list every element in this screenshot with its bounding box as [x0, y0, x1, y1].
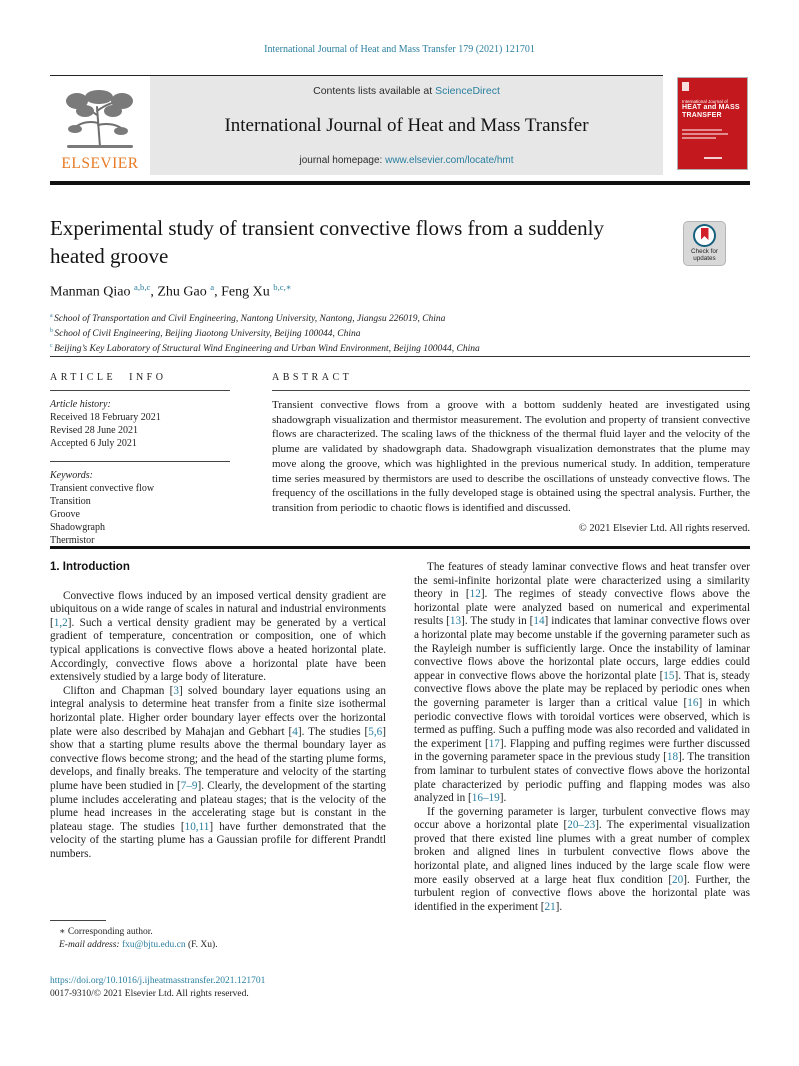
- article-info-rule: [50, 390, 230, 391]
- homepage-link[interactable]: www.elsevier.com/locate/hmt: [385, 155, 514, 166]
- text-run: ] show that a starting plume results above the thermal boundary layer as convective flows become strong; and the head of the starting plume forms, develops, and finally breaks. The temperature and velocity of the starting plume have been studied in [: [50, 725, 386, 792]
- citation[interactable]: 13: [449, 615, 462, 628]
- text-run: ]. Flapping and puffing regimes were further discussed in the governing parameter space in the previous study [: [414, 737, 750, 764]
- left-column-paragraphs: [50, 590, 386, 862]
- paragraph: [414, 806, 750, 915]
- text-run: ] in which periodic convective flows with toroidal vortices were observed, which is termed as puffing. Such a puffing mode was also recorded and validated in the experiment [: [414, 696, 750, 750]
- keywords-label: Keywords:: [50, 470, 93, 481]
- issn-copyright-line: 0017-9310/© 2021 Elsevier Ltd. All rights reserved.: [50, 988, 249, 999]
- abstract-rule: [272, 390, 750, 391]
- text-run: ]. Clearly, the development of the starting plume includes accelerating and plateau stages; that is the velocity of the plume head increases in the accelerating stage but is constant in the plateau stage. The studies [: [50, 779, 386, 833]
- body-columns: [50, 561, 750, 914]
- text-run: Manman Qiao: [50, 284, 134, 300]
- text-run: ]. Further, the turbulent region of convective flows above the horizontal plate was identified in the experiment [: [414, 873, 750, 913]
- list-item: Revised 28 June 2021: [50, 425, 139, 436]
- elsevier-logo: [50, 76, 150, 175]
- article-history: [50, 398, 161, 450]
- footnote-rule: [50, 920, 106, 921]
- author-affiliation-sup: a: [210, 282, 215, 292]
- text-run: E-mail address:: [59, 939, 122, 950]
- footnote-block: [50, 920, 386, 951]
- right-column: [414, 561, 750, 914]
- text-run: ].: [499, 792, 507, 805]
- article-info-mid-rule: [50, 461, 230, 462]
- citation[interactable]: 4: [292, 725, 298, 738]
- list-item: Received 18 February 2021: [50, 412, 161, 423]
- citation[interactable]: 16: [687, 696, 699, 709]
- article-info-heading: ARTICLE INFO: [50, 372, 167, 383]
- section-divider-bar: [50, 546, 750, 549]
- abstract-text: Transient convective flows from a groove with a bottom suddenly heated are investigated using shadowgraph visualization and thermistor measurement. The evolution and property of transient convective flows are characterized. The scaling laws of the thickness of the thermal fluid layer and the velocity of the plume are validated by shadowgraph data. Shadowgraph visualization demonstrates that the plume may move along the groove, which was highlighted in the previous numerical study. In addition, temperature time series measured by thermistors are used to describe the oscillations of unsteady convective flows. The frequency of the oscillations in the fully developed stage is obtained using the spectral analysis. Further, the transition from periodic to chaotic flows is identified and discussed.: [272, 399, 750, 514]
- text-run: ]. The transition from laminar to turbulent states of convective flows above the horizontal plate characterized by periodic puffing and flapping modes was also analyzed in [: [414, 751, 750, 805]
- journal-cover-thumbnail[interactable]: [677, 77, 748, 170]
- citation[interactable]: 20–23: [567, 819, 596, 832]
- section-heading-introduction: 1. Introduction: [50, 561, 130, 573]
- text-run: ].: [555, 900, 563, 913]
- citation[interactable]: 5,6: [368, 725, 383, 738]
- text-run: The features of steady laminar convective flows and heat transfer over the semi-infinite horizontal plate were characterized using a similarity theory in [: [414, 561, 750, 601]
- doi-link[interactable]: https://doi.org/10.1016/j.ijheatmasstransfer.2021.121701: [50, 976, 266, 986]
- list-item: Thermistor: [50, 535, 95, 546]
- list-item: Groove: [50, 509, 80, 520]
- citation[interactable]: 10,11: [184, 820, 210, 833]
- elsevier-tree-icon: [61, 89, 139, 155]
- text-run: ∗ Corresponding author.: [59, 927, 153, 937]
- article-history-list: [50, 411, 161, 450]
- paragraph: [414, 561, 750, 806]
- corresponding-author-note: [50, 926, 386, 939]
- journal-header-band: [50, 75, 663, 175]
- cover-title-line1: HEAT and MASS: [682, 104, 740, 111]
- text-run: , Zhu Gao: [150, 284, 211, 300]
- text-run: ]. The studies [: [297, 725, 369, 738]
- header-divider-bar: [50, 181, 750, 185]
- divider-rule: [50, 356, 750, 357]
- citation[interactable]: 1,2: [53, 616, 68, 629]
- affiliation-marker: b: [50, 328, 55, 335]
- abstract-heading: ABSTRACT: [272, 372, 353, 383]
- text-run: (F. Xu).: [185, 939, 218, 950]
- list-item: Shadowgraph: [50, 522, 105, 533]
- citation[interactable]: 12: [469, 588, 481, 601]
- keywords-list: [50, 482, 154, 547]
- text-run: If the governing parameter is larger, turbulent convective flows may occur above a horizontal plate [: [414, 805, 750, 832]
- cover-title-line2: TRANSFER: [682, 111, 722, 119]
- author-affiliation-sup: b,c,∗: [273, 282, 292, 292]
- paragraph: [50, 340, 480, 355]
- journal-reference: International Journal of Heat and Mass Transfer 179 (2021) 121701: [264, 44, 535, 55]
- authors-line: [50, 282, 292, 301]
- page-footer: [50, 975, 265, 1000]
- text-run: , Feng Xu: [214, 284, 274, 300]
- list-item: Transient convective flow: [50, 483, 155, 494]
- citation[interactable]: 21: [544, 900, 556, 913]
- text-run: Convective flows induced by an imposed vertical density gradient are ubiquitous on a wide range of scales in natural and industrial environments [: [50, 589, 386, 629]
- cover-text-bar: [682, 129, 722, 131]
- sciencedirect-link[interactable]: ScienceDirect: [435, 85, 500, 97]
- citation[interactable]: 14: [533, 615, 545, 628]
- citation[interactable]: 7–9: [180, 779, 198, 792]
- check-for-updates-label: Check for updates: [691, 248, 718, 262]
- paragraph: [50, 310, 480, 325]
- paper-title: Experimental study of transient convective flows from a suddenly heated groove: [50, 216, 605, 268]
- citation[interactable]: 3: [173, 684, 179, 697]
- paragraph: [50, 590, 386, 685]
- copyright-line: © 2021 Elsevier Ltd. All rights reserved.: [578, 522, 750, 534]
- cover-text-bar: [682, 137, 716, 139]
- author-affiliation-sup: a,b,c: [133, 282, 151, 292]
- paragraph: [50, 325, 480, 340]
- text-run: Contents lists available at: [313, 85, 436, 97]
- text-run: ]. The study in [: [461, 615, 534, 628]
- text-run: Beijing’s Key Laboratory of Structural Wind Engineering and Urban Wind Environment, Beijing 100044, China: [54, 344, 480, 355]
- affiliation-marker: c: [50, 343, 55, 350]
- email-link[interactable]: fxu@bjtu.edu.cn: [121, 939, 186, 950]
- text-run: ]. Such a vertical density gradient may be generated by a vertical gradient of temperature, concentration or composition, one of which typical applications is convective flows above a heated horizontal plate. Accordingly, convective flows above a horizontal plate have been extensively studied by a large body of literature.: [50, 616, 386, 684]
- cover-text-bar: [682, 133, 728, 135]
- citation[interactable]: 15: [663, 669, 675, 682]
- affiliation-marker: a: [50, 313, 55, 319]
- text-run: ] indicates that laminar convective flows over a horizontal plate may become unstable if the governing parameter such as the Rayleigh number is sufficiently large. Once the instability of laminar convective flows above the horizontal plate occurs, large eddies could appear in convective flows above the horizontal plate [: [414, 615, 750, 682]
- ribbon-icon: [701, 228, 709, 240]
- citation[interactable]: 20: [672, 873, 684, 886]
- cover-kicker: International Journal of: [682, 99, 728, 104]
- left-column: [50, 561, 386, 914]
- article-history-label: Article history:: [50, 399, 111, 410]
- email-line: [50, 939, 386, 952]
- text-run: ]. The regimes of steady convective flows above the horizontal plate were analyzed based on numerical and experimental results [: [414, 588, 750, 628]
- text-run: School of Civil Engineering, Beijing Jiaotong University, Beijing 100044, China: [54, 329, 361, 340]
- homepage-line: [299, 155, 513, 166]
- affiliations: [50, 310, 480, 355]
- keywords-block: [50, 469, 154, 547]
- elsevier-wordmark: ELSEVIER: [61, 155, 139, 172]
- citation[interactable]: 16–19: [471, 792, 500, 805]
- list-item: Accepted 6 July 2021: [50, 438, 137, 449]
- list-item: Transition: [50, 496, 91, 507]
- cover-footer-bar: [704, 157, 722, 159]
- text-run: School of Transportation and Civil Engineering, Nantong University, Nantong, Jiangsu 226019, China: [54, 314, 446, 325]
- abstract-block: [272, 398, 750, 536]
- cover-elsevier-mark-icon: [682, 82, 689, 91]
- text-run: ] solved boundary layer equations using an integral analysis to determine heat transfer from a finite size isothermal horizontal plate. Higher order boundary layer effects over the horizontal plate were also described by Mahajan and Gebhart [: [50, 684, 386, 738]
- check-for-updates-icon: [693, 224, 716, 247]
- check-for-updates-badge[interactable]: [683, 221, 726, 266]
- citation[interactable]: 17: [488, 737, 500, 750]
- contents-line: [313, 85, 500, 97]
- text-run: journal homepage:: [299, 155, 386, 166]
- doi-line: [50, 975, 265, 988]
- citation[interactable]: 18: [666, 751, 679, 764]
- text-run: ]. The experimental visualization proved that there existed line plumes with a great number of complex broken and aligned lines in turbulent convective flows above the horizontal plate, and aligned lines induced by the large scale flow were more easily observed at a large heat flux condition [: [414, 819, 750, 886]
- journal-masthead: [150, 76, 663, 175]
- text-run: Clifton and Chapman [: [63, 684, 174, 697]
- text-run: ]. That is, steady convective flows above the plate may be replaced by periodic ones when the governing parameter is larger than a critical value [: [414, 669, 750, 709]
- paragraph: [50, 685, 386, 862]
- journal-title: International Journal of Heat and Mass Transfer: [224, 115, 589, 136]
- right-column-paragraphs: [414, 561, 750, 914]
- text-run: ] have further demonstrated that the velocity of the starting plume has a Gaussian profile for different Prandtl numbers.: [50, 820, 386, 860]
